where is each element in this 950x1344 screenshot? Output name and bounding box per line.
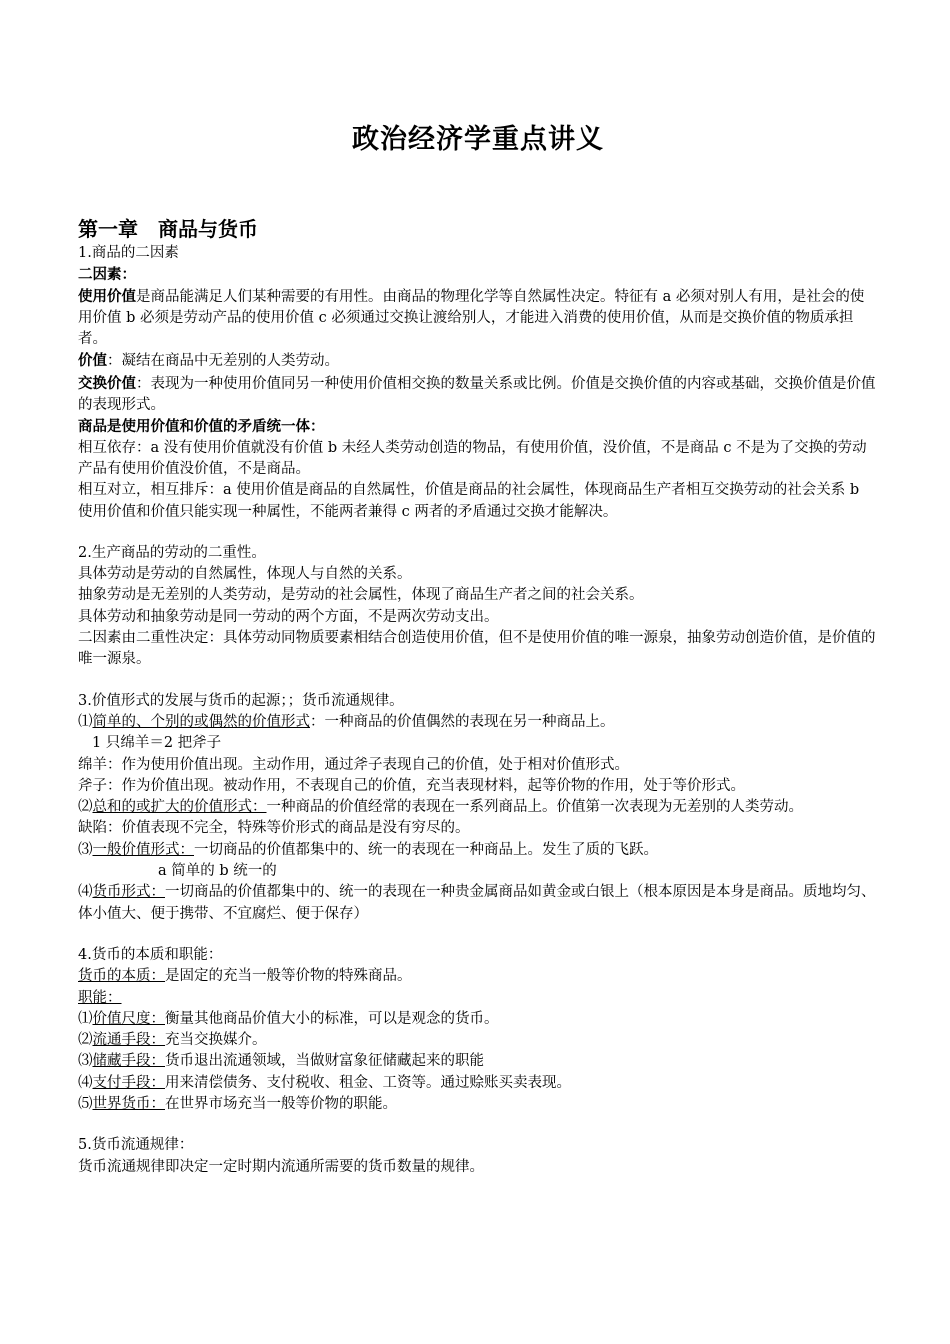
paragraph-opposition: 相互对立，相互排斥：a 使用价值是商品的自然属性，价值是商品的社会属性，体现商品生产者相互交换劳动的社会关系 b 使用价值和价值只能实现一种属性，不能两者兼得 c 两者的矛盾通过交换才能解决。 [78, 482, 860, 520]
section-4-heading: 4.货币的本质和职能： [78, 946, 223, 963]
term-use-value: 使用价值 [78, 287, 136, 305]
use-value-text: 是商品能满足人们某种需要的有用性。由商品的物理化学等自然属性决定。特征有 a 必须对别人有用，是社会的使用价值 b 必须是劳动产品的使用价值 c 必须通过交换让渡给别人，才能进入消费的使用价值，从而是交换价值的物质承担者。 [78, 288, 865, 348]
functions-heading [78, 988, 878, 1009]
function-text: 货币退出流通领域，当做财富象征储藏起来的职能 [165, 1053, 484, 1070]
section-1-subheading: 二因素： [78, 266, 136, 284]
form-2-number: ⑵ [78, 799, 93, 816]
function-number: ⑵ [78, 1032, 93, 1049]
form-2 [78, 797, 878, 818]
function-text: 用来清偿债务、支付税收、租金、工资等。通过赊账买卖表现。 [165, 1074, 571, 1091]
function-label: 价值尺度： [92, 1010, 165, 1027]
function-item [78, 1009, 878, 1030]
section-2-line-1: 具体劳动是劳动的自然属性，体现人与自然的关系。 [78, 566, 412, 583]
paragraph-use-value [78, 286, 878, 351]
form-1-label: 简单的、个别的或偶然的价值形式 [92, 713, 310, 730]
term-value: 价值 [78, 352, 107, 370]
section-2-line-2: 抽象劳动是无差别的人类劳动，是劳动的社会属性，体现了商品生产者之间的社会关系。 [78, 587, 644, 604]
axe-line: 斧子：作为价值出现。被动作用，不表现自己的价值，充当表现材料，起等价物的作用，处于等价形式。 [78, 777, 745, 794]
flaw-line: 缺陷：价值表现不完全，特殊等价形式的商品是没有穷尽的。 [78, 820, 470, 837]
equation: 1 只绵羊＝2 把斧子 [92, 735, 222, 752]
function-label: 流通手段： [92, 1032, 165, 1049]
form-2-text: 一种商品的价值经常的表现在一系列商品上。价值第一次表现为无差别的人类劳动。 [266, 799, 803, 816]
function-label: 储藏手段： [92, 1053, 165, 1070]
form-4-label: 货币形式： [92, 884, 165, 901]
form-4-number: ⑷ [78, 884, 93, 901]
function-number: ⑶ [78, 1053, 93, 1070]
form-3-text: 一切商品的价值都集中的、统一的表现在一种商品上。发生了质的飞跃。 [194, 841, 658, 858]
essence-line [78, 966, 878, 987]
section-2-line-4: 二因素由二重性决定：具体劳动同物质要素相结合创造使用价值，但不是使用价值的唯一源泉，抽象劳动创造价值，是价值的唯一源泉。 [78, 630, 876, 668]
section-2-line-3: 具体劳动和抽象劳动是同一劳动的两个方面，不是两次劳动支出。 [78, 608, 499, 625]
form-4 [78, 882, 878, 925]
function-item [78, 1051, 878, 1072]
form-3 [78, 840, 878, 861]
functions-label: 职能： [78, 989, 122, 1006]
sheep-line: 绵羊：作为使用价值出现。主动作用，通过斧子表现自己的价值，处于相对价值形式。 [78, 756, 629, 773]
function-item [78, 1094, 878, 1115]
form-3-label: 一般价值形式： [92, 841, 194, 858]
function-item [78, 1073, 878, 1094]
essence-text: 是固定的充当一般等价物的特殊商品。 [165, 968, 412, 985]
exchange-value-text: ：表现为一种使用价值同另一种使用价值相交换的数量关系或比例。价值是交换价值的内容或基础，交换价值是价值的表现形式。 [78, 375, 876, 414]
document-body [78, 243, 878, 1178]
form-3-number: ⑶ [78, 841, 93, 858]
function-label: 支付手段： [92, 1074, 165, 1091]
paragraph-value [78, 350, 878, 372]
function-text: 在世界市场充当一般等价物的职能。 [165, 1095, 397, 1112]
paragraph-exchange-value [78, 373, 878, 417]
function-label: 世界货币： [92, 1095, 165, 1112]
ab-line: a 简单的 b 统一的 [158, 863, 277, 880]
form-1 [78, 712, 878, 733]
term-exchange-value: 交换价值 [78, 374, 136, 392]
section-1-heading: 1.商品的二因素 [78, 245, 179, 261]
function-number: ⑷ [78, 1074, 93, 1091]
function-text: 充当交换媒介。 [165, 1032, 267, 1049]
section-5-text: 货币流通规律即决定一定时期内流通所需要的货币数量的规律。 [78, 1158, 484, 1175]
form-1-number: ⑴ [78, 713, 93, 730]
section-5-heading: 5.货币流通规律： [78, 1137, 194, 1154]
section-2-heading: 2.生产商品的劳动的二重性。 [78, 544, 266, 561]
unity-heading: 商品是使用价值和价值的矛盾统一体： [78, 418, 325, 436]
paragraph-interdependence: 相互依存：a 没有使用价值就没有价值 b 未经人类劳动创造的物品，有使用价值，没价值，不是商品 c 不是为了交换的劳动产品有使用价值没价值，不是商品。 [78, 439, 867, 477]
chapter-heading: 第一章 商品与货币 [78, 217, 258, 241]
function-number: ⑸ [78, 1095, 93, 1112]
essence-label: 货币的本质： [78, 968, 165, 985]
page-title: 政治经济学重点讲义 [352, 124, 604, 155]
function-number: ⑴ [78, 1010, 93, 1027]
value-text: ：凝结在商品中无差别的人类劳动。 [107, 353, 339, 370]
form-2-label: 总和的或扩大的价值形式： [92, 799, 267, 816]
form-1-text: ：一种商品的价值偶然的表现在另一种商品上。 [310, 713, 615, 730]
function-text: 衡量其他商品价值大小的标准，可以是观念的货币。 [165, 1010, 499, 1027]
function-item [78, 1030, 878, 1051]
form-4-text: 一切商品的价值都集中的、统一的表现在一种贵金属商品如黄金或白银上（根本原因是本身是商品。质地均匀、体小值大、便于携带、不宜腐烂、便于保存） [78, 884, 876, 922]
section-3-heading: 3.价值形式的发展与货币的起源；；货币流通规律。 [78, 692, 404, 709]
